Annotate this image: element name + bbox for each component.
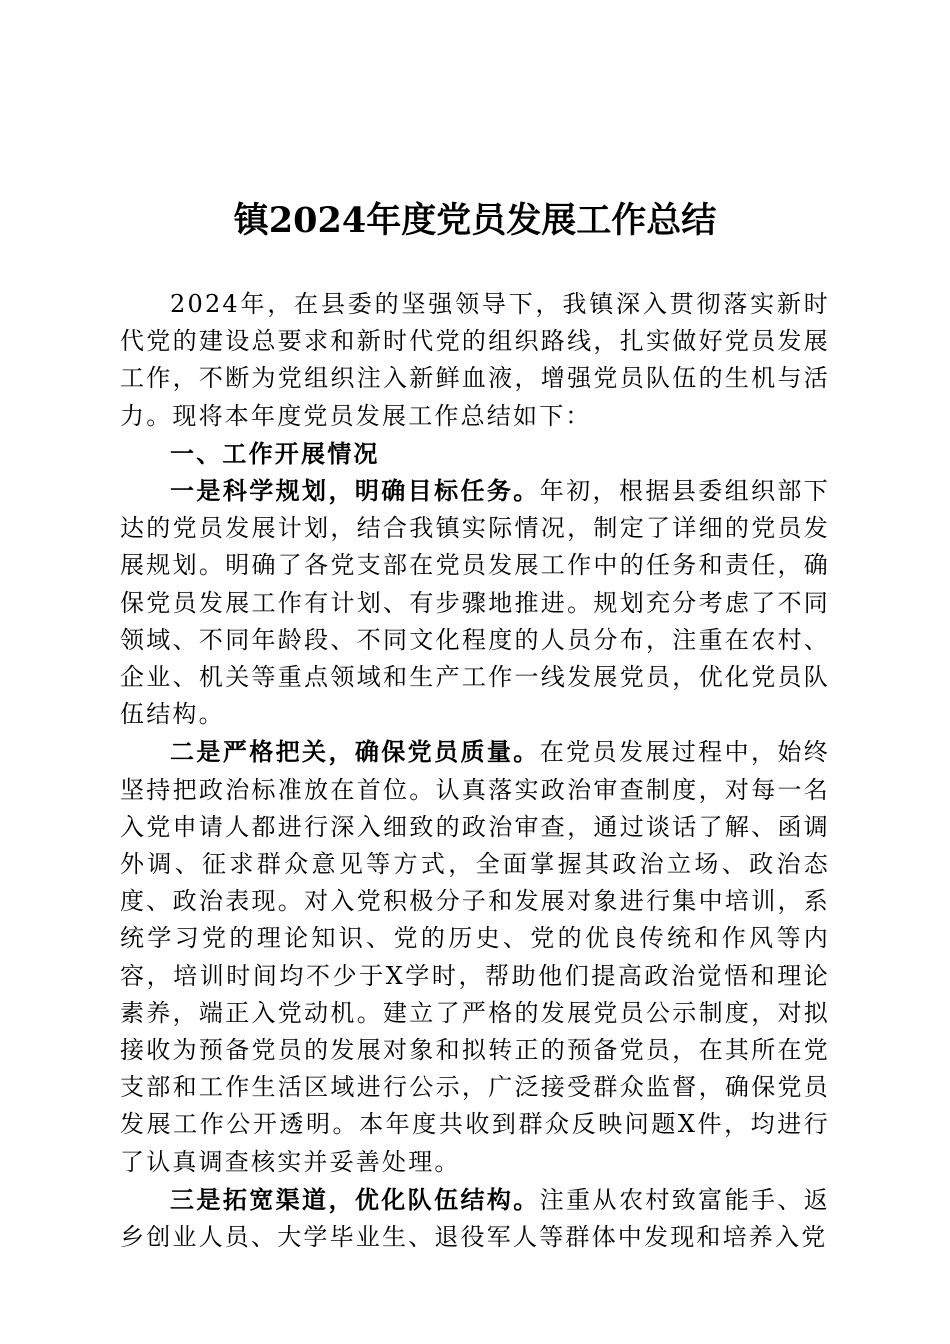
point-text-2: 在党员发展过程中，始终坚持把政治标准放在首位。认真落实政治审查制度，对每一名入党申请人都进行深入细致的政治审查，通过谈话了解、函调外调、征求群众意见等方式，全面掌握其政治立场、政治态度、政治表现。对入党积极分子和发展对象进行集中培训，系统学习党的理论知识、党的历史、党的优良传统和作风等内容，培训时间均不少于X学时，帮助他们提高政治觉悟和理论素养，端正入党动机。建立了严格的发展党员公示制度，对拟接收为预备党员的发展对象和拟转正的预备党员，在其所在党支部和工作生活区域进行公示，广泛接受群众监督，确保党员发展工作公开透明。本年度共收到群众反映问题X件，均进行了认真调查核实并妥善处理。 [120, 738, 830, 1176]
point-lead-2: 二是严格把关，确保党员质量。 [170, 737, 540, 767]
point-text-1: 年初，根据县委组织部下达的党员发展计划，结合我镇实际情况，制定了详细的党员发展规划。明确了各党支部在党员发展工作中的任务和责任，确保党员发展工作有计划、有步骤地推进。规划充分考虑了不同领域、不同年龄段、不同文化程度的人员分布，注重在农村、企业、机关等重点领域和生产工作一线发展党员，优化党员队伍结构。 [120, 477, 830, 729]
section-heading: 一、工作开展情况 [170, 438, 380, 468]
point-paragraph-2 [120, 733, 830, 1180]
point-text-3: 注重从农村致富能手、返乡创业人员、大学毕业生、退役军人等群体中发现和培养入党 [120, 1185, 830, 1252]
point-paragraph-3 [120, 1181, 830, 1256]
intro-paragraph: 2024年，在县委的坚强领导下，我镇深入贯彻落实新时代党的建设总要求和新时代党的组织路线，扎实做好党员发展工作，不断为党组织注入新鲜血液，增强党员队伍的生机与活力。现将本年度党员发展工作总结如下： [120, 290, 830, 430]
document-title: 镇2024年度党员发展工作总结 [233, 200, 717, 241]
document-body [120, 286, 830, 1256]
point-lead-1: 一是科学规划，明确目标任务。 [170, 476, 540, 506]
point-lead-3: 三是拓宽渠道，优化队伍结构。 [170, 1184, 540, 1214]
point-paragraph-1 [120, 472, 830, 733]
